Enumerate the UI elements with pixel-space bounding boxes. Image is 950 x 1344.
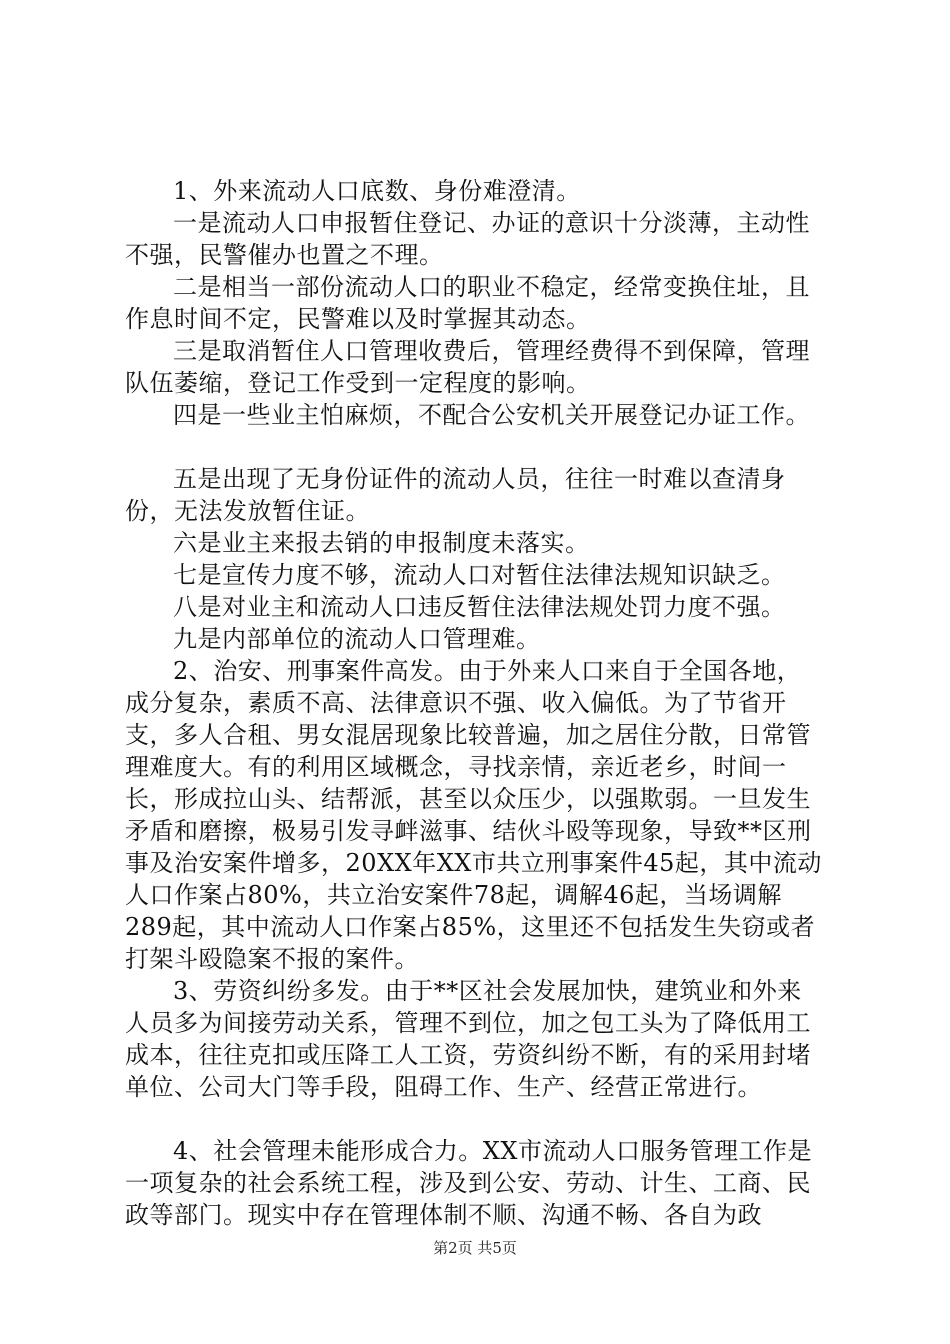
paragraph-5: 四是一些业主怕麻烦，不配合公安机关开展登记办证工作。 [173, 401, 810, 429]
paragraph-12: 3、劳资纠纷多发。由于**区社会发展加快，建筑业和外来人员多为间接劳动关系，管理不到位，加之包工头为了降低用工成本，往往克扣或压降工人工资，劳资纠纷不断，有的采用封堵单位、公司大门等手段，阻碍工作、生产、经营正常进行。 [125, 977, 811, 1101]
paragraph-4: 三是取消暂住人口管理收费后，管理经费得不到保障，管理队伍萎缩，登记工作受到一定程度的影响。 [125, 337, 810, 397]
paragraph-2: 一是流动人口申报暂住登记、办证的意识十分淡薄，主动性不强，民警催办也置之不理。 [125, 209, 810, 269]
paragraph-7: 六是业主来报去销的申报制度未落实。 [173, 529, 590, 557]
paragraph-gap [125, 1103, 825, 1135]
paragraph-10: 九是内部单位的流动人口管理难。 [173, 625, 541, 653]
paragraph-13: 4、社会管理未能形成合力。XX市流动人口服务管理工作是一项复杂的社会系统工程，涉及到公安、劳动、计生、工商、民政等部门。现实中存在管理体制不顺、沟通不畅、各自为政 [125, 1137, 812, 1229]
paragraph-11: 2、治安、刑事案件高发。由于外来人口来自于全国各地，成分复杂，素质不高、法律意识不强、收入偏低。为了节省开支，多人合租、男女混居现象比较普遍，加之居住分散，日常管理难度大。有的利用区域概念，寻找亲情，亲近老乡，时间一长，形成拉山头、结帮派，甚至以众压少，以强欺弱。一旦发生矛盾和磨擦，极易引发寻衅滋事、结伙斗殴等现象，导致**区刑事及治安案件增多，20XX年XX市共立刑事案件45起，其中流动人口作案占80%，共立治安案件78起，调解46起，当场调解289起，其中流动人口作案占85%，这里还不包括发生失窃或者打架斗殴隐案不报的案件。 [125, 657, 822, 973]
paragraph-3: 二是相当一部份流动人口的职业不稳定，经常变换住址，且作息时间不定，民警难以及时掌握其动态。 [125, 273, 810, 333]
document-body [125, 175, 825, 1231]
paragraph-8: 七是宣传力度不够，流动人口对暂住法律法规知识缺乏。 [173, 561, 786, 589]
paragraph-gap [125, 431, 825, 463]
paragraph-6: 五是出现了无身份证件的流动人员，往往一时难以查清身份，无法发放暂住证。 [125, 465, 786, 525]
paragraph-1: 1、外来流动人口底数、身份难澄清。 [173, 177, 581, 205]
page-number-footer: 第2页 共5页 [433, 1239, 517, 1257]
paragraph-9: 八是对业主和流动人口违反暂住法律法规处罚力度不强。 [173, 593, 786, 621]
